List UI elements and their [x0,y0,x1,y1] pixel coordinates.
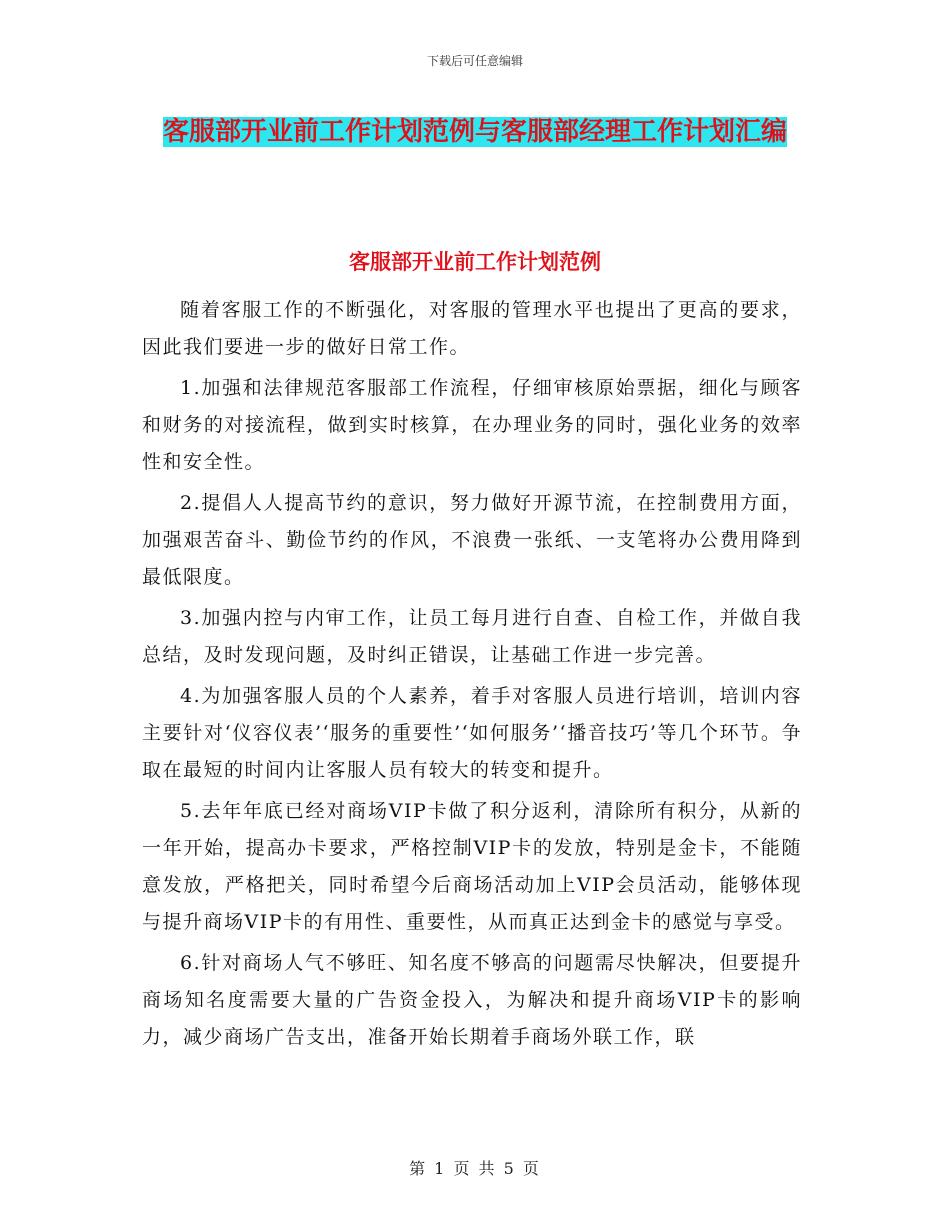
page-footer: 第 1 页 共 5 页 [409,1159,541,1178]
document-title-text: 客服部开业前工作计划范例与客服部经理工作计划汇编 [162,117,787,147]
section-title: 客服部开业前工作计划范例 [349,250,601,274]
paragraph: 5.去年年底已经对商场VIP卡做了积分返利，清除所有积分，从新的一年开始，提高办卡要求，严格控制VIP卡的发放，特别是金卡，不能随意发放，严格把关，同时希望今后商场活动加上VIP会员活动，能够体现与提升商场VIP卡的有用性、重要性，从而真正达到金卡的感觉与享受。 [142,800,802,933]
paragraph: 1.加强和法律规范客服部工作流程，仔细审核原始票据，细化与顾客和财务的对接流程，做到实时核算，在办理业务的同时，强化业务的效率性和安全性。 [142,377,802,473]
header-note: 下载后可任意编辑 [426,54,523,68]
paragraph: 4.为加强客服人员的个人素养，着手对客服人员进行培训，培训内容主要针对‘仪容仪表’‘服务的重要性’‘如何服务’‘播音技巧’等几个环节。争取在最短的时间内让客服人员有较大的转变和提升。 [142,685,802,781]
paragraph: 2.提倡人人提高节约的意识，努力做好开源节流，在控制费用方面，加强艰苦奋斗、勤俭节约的作风，不浪费一张纸、一支笔将办公费用降到最低限度。 [142,492,802,588]
paragraph: 6.针对商场人气不够旺、知名度不够高的问题需尽快解决，但要提升商场知名度需要大量的广告资金投入，为解决和提升商场VIP卡的影响力，减少商场广告支出，准备开始长期着手商场外联工作，联 [142,952,802,1048]
document-title [140,110,810,154]
paragraph: 随着客服工作的不断强化，对客服的管理水平也提出了更高的要求，因此我们要进一步的做好日常工作。 [142,299,802,358]
body-text [142,292,802,1060]
paragraph: 3.加强内控与内审工作，让员工每月进行自查、自检工作，并做自我总结，及时发现问题，及时纠正错误，让基础工作进一步完善。 [142,607,802,666]
